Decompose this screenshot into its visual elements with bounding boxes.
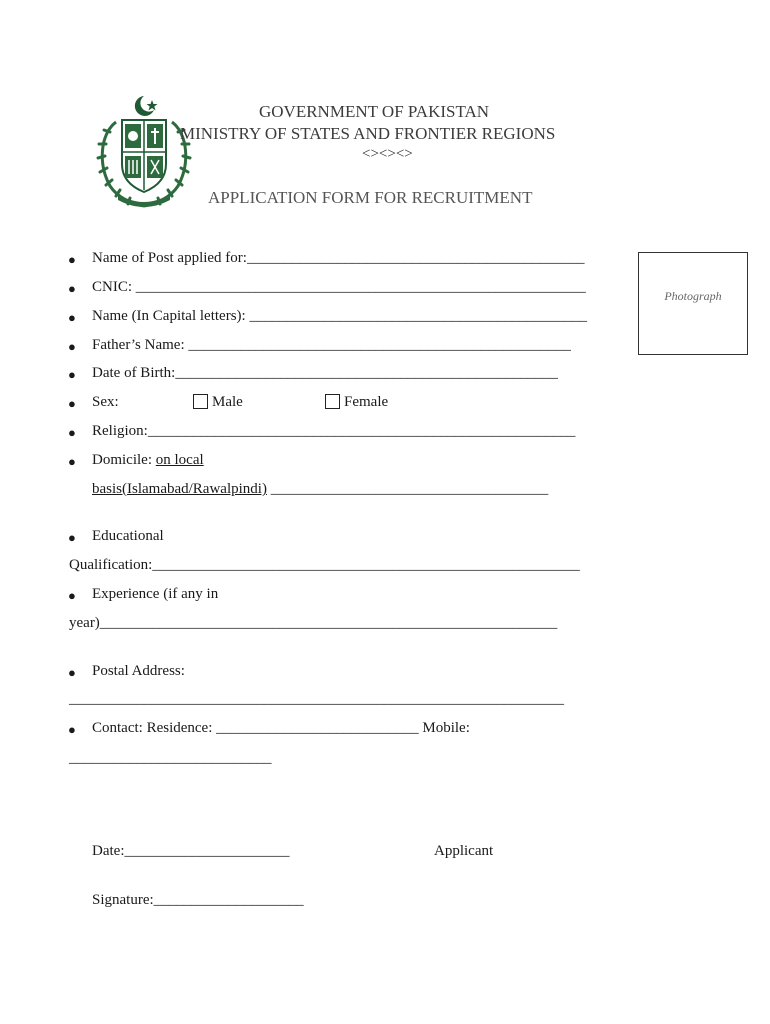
domicile-line: [92, 452, 204, 469]
name-field[interactable]: Name (In Capital letters): _____________________________________________: [92, 308, 587, 324]
contact-field[interactable]: Contact: Residence: ___________________________ Mobile:: [92, 720, 470, 736]
postal-address-label: Postal Address:: [92, 663, 185, 679]
bullet-icon: ●: [68, 252, 76, 267]
male-label: Male: [212, 394, 243, 410]
bullet-icon: ●: [68, 281, 76, 296]
bullet-icon: ●: [68, 425, 76, 440]
bullet-icon: ●: [68, 396, 76, 411]
date-of-birth-field[interactable]: Date of Birth:___________________________________________________: [92, 365, 558, 381]
bullet-icon: ●: [68, 339, 76, 354]
bullet-icon: ●: [68, 722, 76, 737]
form-title: APPLICATION FORM FOR RECRUITMENT: [208, 188, 533, 207]
postal-address-field[interactable]: __________________________________________________________________: [69, 691, 564, 707]
bullet-icon: ●: [68, 454, 76, 469]
heading-separator: <><><>: [362, 146, 413, 162]
signature-field[interactable]: Signature:____________________: [92, 892, 304, 908]
date-field[interactable]: Date:______________________: [92, 843, 290, 859]
mobile-field[interactable]: ___________________________: [69, 750, 272, 766]
government-heading: GOVERNMENT OF PAKISTAN: [259, 102, 490, 121]
photograph-label: Photograph: [664, 289, 722, 303]
domicile-basis: basis(Islamabad/Rawalpindi): [92, 481, 267, 497]
male-option[interactable]: [193, 394, 243, 411]
bullet-icon: ●: [68, 310, 76, 325]
experience-label: Experience (if any in: [92, 586, 219, 602]
bullet-icon: ●: [68, 665, 76, 680]
ministry-heading: MINISTRY OF STATES AND FRONTIER REGIONS: [180, 124, 556, 143]
bullet-icon: ●: [68, 530, 76, 545]
female-label: Female: [344, 394, 389, 410]
state-emblem-icon: [96, 94, 192, 210]
experience-field[interactable]: year)_____________________________________________________________: [69, 615, 558, 631]
domicile-value: on local: [155, 452, 204, 468]
post-applied-field[interactable]: Name of Post applied for:_____________________________________________: [92, 250, 585, 266]
photograph-box[interactable]: [638, 252, 748, 355]
father-name-field[interactable]: Father’s Name: ___________________________________________________: [92, 337, 571, 353]
education-label: Educational: [92, 528, 164, 544]
female-checkbox[interactable]: [325, 394, 340, 409]
cnic-field[interactable]: CNIC: ____________________________________________________________: [92, 279, 586, 295]
domicile-line-2[interactable]: [92, 481, 548, 498]
applicant-label: Applicant: [434, 843, 494, 859]
religion-field[interactable]: Religion:_________________________________________________________: [92, 423, 576, 439]
education-field[interactable]: Qualification:_________________________________________________________: [69, 557, 580, 573]
bullet-icon: ●: [68, 367, 76, 382]
sex-label: Sex:: [92, 394, 119, 410]
bullet-icon: ●: [68, 588, 76, 603]
domicile-label: Domicile:: [92, 452, 156, 468]
female-option[interactable]: [325, 394, 388, 411]
male-checkbox[interactable]: [193, 394, 208, 409]
domicile-blank[interactable]: _____________________________________: [266, 481, 549, 497]
